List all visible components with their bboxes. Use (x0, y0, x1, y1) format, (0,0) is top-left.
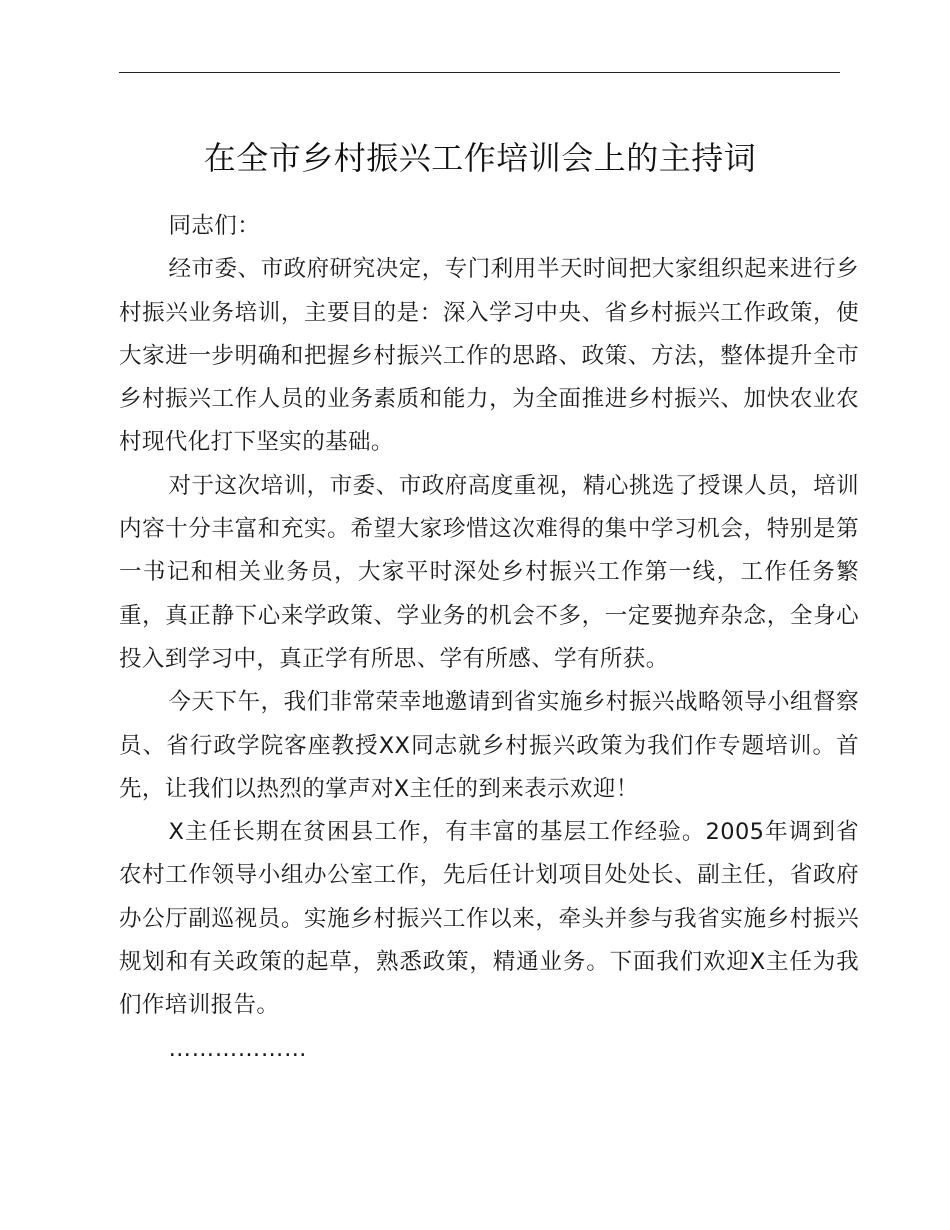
closing-ellipsis: ……………… (168, 1035, 308, 1062)
salutation: 同志们： (168, 213, 261, 239)
document-body (119, 205, 859, 1071)
paragraph-1: 经市委、市政府研究决定，专门利用半天时间把大家组织起来进行乡村振兴业务培训，主要目的是：深入学习中央、省乡村振兴工作政策，使大家进一步明确和把握乡村振兴工作的思路、政策、方法，整体提升全市乡村振兴工作人员的业务素质和能力，为全面推进乡村振兴、加快农业农村现代化打下坚实的基础。 (119, 256, 859, 456)
paragraph-4: X主任长期在贫困县工作，有丰富的基层工作经验。2005年调到省农村工作领导小组办公室工作，先后任计划项目处处长、副主任，省政府办公厅副巡视员。实施乡村振兴工作以来，牵头并参与我省实施乡村振兴规划和有关政策的起草，熟悉政策，精通业务。下面我们欢迎X主任为我们作培训报告。 (119, 819, 859, 1019)
header-rule (119, 72, 840, 73)
document-title: 在全市乡村振兴工作培训会上的主持词 (203, 139, 757, 177)
paragraph-2: 对于这次培训，市委、市政府高度重视，精心挑选了授课人员，培训内容十分丰富和充实。希望大家珍惜这次难得的集中学习机会，特别是第一书记和相关业务员，大家平时深处乡村振兴工作第一线，工作任务繁重，真正静下心来学政策、学业务的机会不多，一定要抛弃杂念，全身心投入到学习中，真正学有所思、学有所感、学有所获。 (119, 472, 859, 672)
paragraph-3: 今天下午，我们非常荣幸地邀请到省实施乡村振兴战略领导小组督察员、省行政学院客座教授XX同志就乡村振兴政策为我们作专题培训。首先，让我们以热烈的掌声对X主任的到来表示欢迎！ (119, 689, 859, 802)
